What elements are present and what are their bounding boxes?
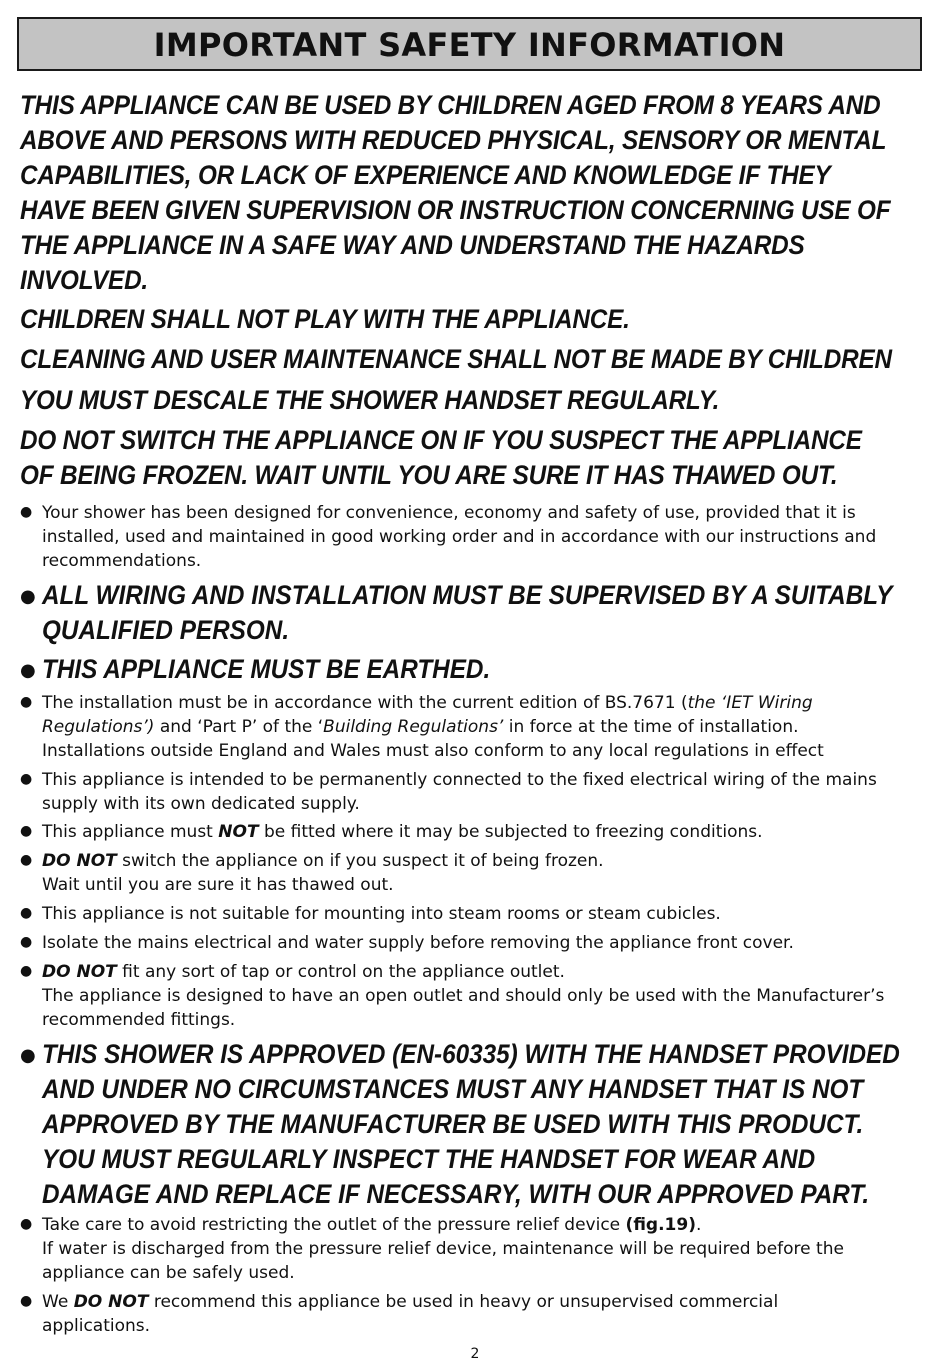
bullet-dot-icon: ● bbox=[20, 1216, 33, 1232]
text-line: QUALIFIED PERSON. bbox=[42, 615, 290, 645]
caps-line: OF BEING FROZEN. WAIT UNTIL YOU ARE SURE IT HAS THAWED OUT. bbox=[20, 460, 838, 490]
bullet-dot-icon: ● bbox=[20, 934, 33, 950]
bullet-text bbox=[42, 1213, 922, 1285]
text-line: The appliance is designed to have an open outlet and should only be used with the Manufacturer’s bbox=[42, 986, 885, 1006]
text-run: in force at the time of installation. bbox=[503, 717, 799, 737]
bullet-text bbox=[42, 578, 893, 648]
page-title: IMPORTANT SAFETY INFORMATION bbox=[17, 17, 922, 71]
caps-warning-descale bbox=[20, 383, 839, 418]
caps-line: INVOLVED. bbox=[20, 265, 149, 295]
bullet-dot-icon: ● bbox=[20, 586, 36, 607]
text-run: the ‘IET Wiring bbox=[687, 693, 813, 713]
text-line: AND UNDER NO CIRCUMSTANCES MUST ANY HANDSET THAT IS NOT bbox=[42, 1074, 864, 1104]
text-line: APPROVED BY THE MANUFACTURER BE USED WITH THIS PRODUCT. bbox=[42, 1109, 864, 1139]
bullet-text bbox=[42, 960, 922, 1032]
caps-line: THE APPLIANCE IN A SAFE WAY AND UNDERSTAND THE HAZARDS bbox=[20, 230, 805, 260]
bullet-text bbox=[42, 1290, 922, 1338]
text-run: switch the appliance on if you suspect it of being frozen. bbox=[116, 851, 604, 871]
text-line: Isolate the mains electrical and water supply before removing the appliance front cover. bbox=[42, 933, 794, 953]
caps-line: CAPABILITIES, OR LACK OF EXPERIENCE AND KNOWLEDGE IF THEY bbox=[20, 160, 831, 190]
page-number: 2 bbox=[470, 1346, 480, 1362]
text-line: Your shower has been designed for convenience, economy and safety of use, provided that it is bbox=[42, 503, 856, 523]
emphasis-text: DO NOT bbox=[42, 851, 117, 871]
emphasis-text: DO NOT bbox=[42, 962, 117, 982]
text-line: Wait until you are sure it has thawed out. bbox=[42, 875, 394, 895]
text-run: be fitted where it may be subjected to freezing conditions. bbox=[258, 822, 763, 842]
bullet-text bbox=[42, 501, 922, 573]
bullet-dot-icon: ● bbox=[20, 1045, 36, 1066]
emphasis-text: DO NOT bbox=[73, 1292, 149, 1312]
bullet-text bbox=[42, 1037, 900, 1212]
caps-warning-cleaning bbox=[20, 342, 892, 377]
bullet-text bbox=[42, 931, 922, 955]
bullet-dot-icon: ● bbox=[20, 694, 33, 710]
text-line: installed, used and maintained in good working order and in accordance with our instructions and bbox=[42, 527, 877, 547]
text-line: ALL WIRING AND INSTALLATION MUST BE SUPERVISED BY A SUITABLY bbox=[42, 580, 893, 610]
text-line: Installations outside England and Wales must also conform to any local regulations in effect bbox=[42, 741, 824, 761]
bullet-text bbox=[42, 820, 922, 844]
bullet-dot-icon: ● bbox=[20, 823, 33, 839]
text-run: Take care to avoid restricting the outlet of the pressure relief device bbox=[42, 1215, 626, 1235]
bullet-text bbox=[42, 691, 922, 763]
caps-line: DO NOT SWITCH THE APPLIANCE ON IF YOU SUSPECT THE APPLIANCE bbox=[20, 425, 862, 455]
text-line bbox=[42, 691, 922, 715]
bullet-text bbox=[42, 652, 852, 687]
bullet-text bbox=[42, 849, 922, 897]
caps-warning-children-age bbox=[20, 88, 891, 298]
text-line: applications. bbox=[42, 1316, 151, 1336]
text-line: THIS SHOWER IS APPROVED (EN-60335) WITH THE HANDSET PROVIDED bbox=[42, 1039, 900, 1069]
text-line: THIS APPLIANCE MUST BE EARTHED. bbox=[42, 654, 491, 684]
caps-line: HAVE BEEN GIVEN SUPERVISION OR INSTRUCTION CONCERNING USE OF bbox=[20, 195, 891, 225]
bullet-dot-icon: ● bbox=[20, 660, 36, 681]
bullet-dot-icon: ● bbox=[20, 1293, 33, 1309]
caps-line: ABOVE AND PERSONS WITH REDUCED PHYSICAL, SENSORY OR MENTAL bbox=[20, 125, 887, 155]
bullet-dot-icon: ● bbox=[20, 771, 33, 787]
bullet-text bbox=[42, 768, 922, 816]
caps-line: YOU MUST DESCALE THE SHOWER HANDSET REGULARLY. bbox=[20, 385, 720, 415]
text-line: recommended fittings. bbox=[42, 1010, 236, 1030]
text-run: This appliance must bbox=[42, 822, 219, 842]
figure-reference: (fig.19) bbox=[625, 1215, 696, 1235]
text-line: supply with its own dedicated supply. bbox=[42, 794, 360, 814]
text-line: If water is discharged from the pressure relief device, maintenance will be required before the bbox=[42, 1239, 844, 1259]
text-run: Regulations’) bbox=[42, 717, 155, 737]
text-line bbox=[42, 1290, 922, 1314]
text-line bbox=[42, 849, 922, 873]
text-line: This appliance is intended to be permanently connected to the fixed electrical wiring of the mains bbox=[42, 770, 877, 790]
text-run: The installation must be in accordance with the current edition of BS.7671 ( bbox=[42, 693, 688, 713]
bullet-text bbox=[42, 902, 922, 926]
text-line: This appliance is not suitable for mounting into steam rooms or steam cubicles. bbox=[42, 904, 721, 924]
bullet-dot-icon: ● bbox=[20, 504, 33, 520]
bullet-dot-icon: ● bbox=[20, 905, 33, 921]
caps-warning-frozen bbox=[20, 423, 862, 493]
text-run: . bbox=[695, 1215, 702, 1235]
text-line bbox=[42, 960, 922, 984]
bullet-dot-icon: ● bbox=[20, 963, 33, 979]
text-line: appliance can be safely used. bbox=[42, 1263, 295, 1283]
text-line bbox=[42, 715, 922, 739]
caps-line: CLEANING AND USER MAINTENANCE SHALL NOT BE MADE BY CHILDREN bbox=[20, 344, 892, 374]
text-run: and ‘Part P’ of the ‘ bbox=[154, 717, 324, 737]
text-line: YOU MUST REGULARLY INSPECT THE HANDSET FOR WEAR AND bbox=[42, 1144, 816, 1174]
text-run: We bbox=[42, 1292, 74, 1312]
text-run: fit any sort of tap or control on the appliance outlet. bbox=[116, 962, 565, 982]
text-line bbox=[42, 1213, 922, 1237]
text-line: recommendations. bbox=[42, 551, 202, 571]
text-line: DAMAGE AND REPLACE IF NECESSARY, WITH OUR APPROVED PART. bbox=[42, 1179, 870, 1209]
emphasis-text: NOT bbox=[218, 822, 259, 842]
text-run: recommend this appliance be used in heavy or unsupervised commercial bbox=[148, 1292, 779, 1312]
caps-warning-no-play bbox=[20, 302, 839, 337]
caps-line: CHILDREN SHALL NOT PLAY WITH THE APPLIANCE. bbox=[20, 304, 630, 334]
text-line bbox=[42, 820, 922, 844]
text-run: Building Regulations’ bbox=[323, 717, 504, 737]
caps-line: THIS APPLIANCE CAN BE USED BY CHILDREN AGED FROM 8 YEARS AND bbox=[20, 90, 881, 120]
bullet-dot-icon: ● bbox=[20, 852, 33, 868]
